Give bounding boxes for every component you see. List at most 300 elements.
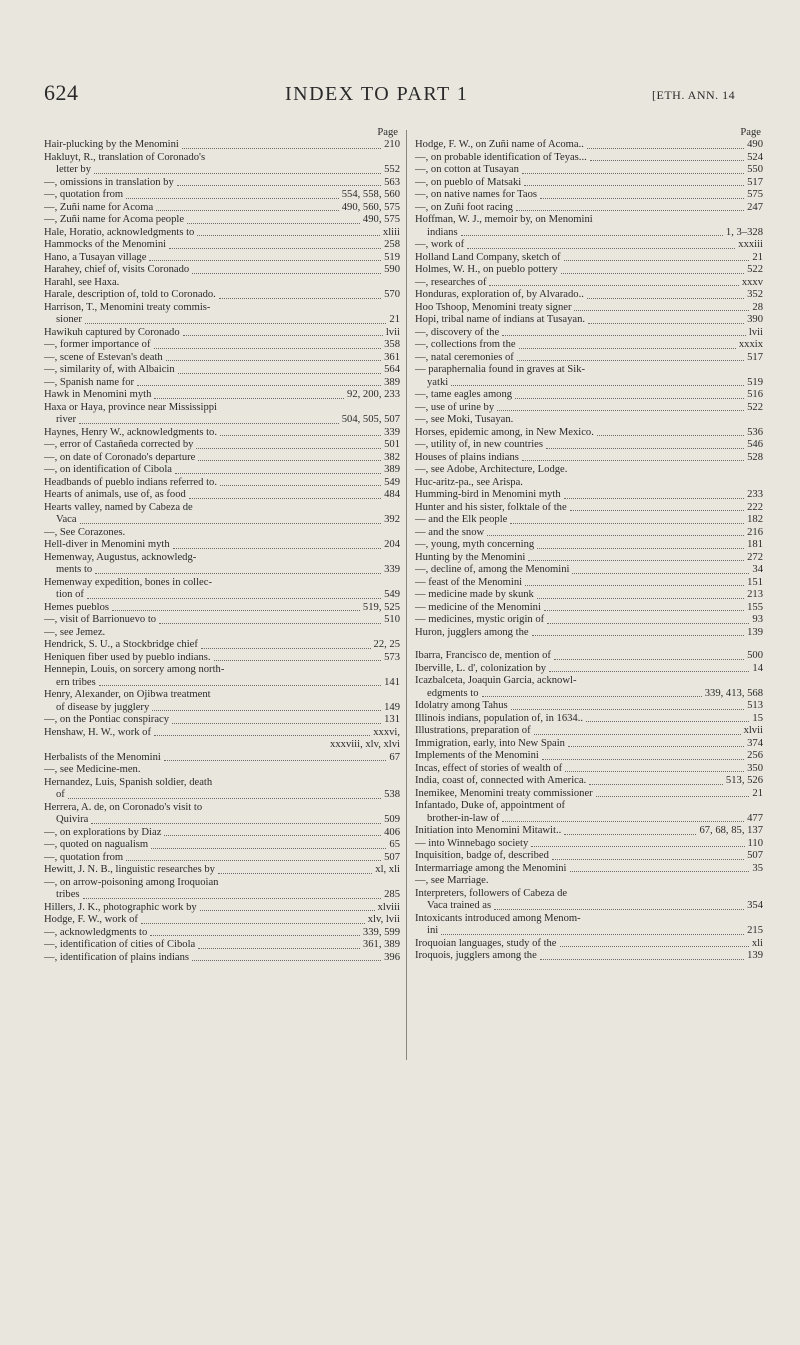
index-entry: [415, 888, 763, 913]
entry-row: [415, 938, 763, 951]
dot-leader: [91, 823, 381, 824]
index-entry: [44, 939, 400, 952]
entry-row: [44, 327, 400, 340]
index-entry: [44, 652, 400, 665]
page-reference: 216: [747, 526, 763, 538]
dot-leader: [482, 696, 702, 697]
entry-row: [415, 763, 763, 776]
page-reference: 392: [384, 514, 400, 525]
index-entry: [415, 627, 763, 640]
entry-row: [415, 838, 763, 851]
index-entry: [44, 689, 400, 714]
entry-text: Hair-plucking by the Menomini: [44, 139, 179, 150]
entry-text: Hammocks of the Menomini: [44, 239, 167, 250]
dot-leader: [197, 235, 380, 236]
entry-row: [415, 477, 763, 490]
entry-text-line: — paraphernalia found in graves at Sik-: [415, 364, 586, 375]
dot-leader: [154, 735, 370, 736]
dot-leader: [95, 573, 381, 574]
entry-text: —, researches of: [415, 276, 487, 288]
index-entry: [415, 863, 763, 876]
dot-leader: [156, 210, 339, 211]
entry-text: brother-in-law of: [427, 812, 500, 824]
index-entry: [44, 877, 400, 902]
page-reference: 490, 575: [362, 214, 400, 225]
dot-leader: [565, 771, 744, 772]
entry-text: — feast of the Menomini: [415, 576, 523, 588]
page-reference: 519, 525: [362, 601, 400, 613]
entry-row: [415, 464, 763, 477]
running-head: INDEX TO PART 1: [285, 83, 469, 105]
entry-text: —, on the Pontiac conspiracy: [44, 714, 170, 725]
entry-text: Hewitt, J. N. B., linguistic researches by: [44, 864, 215, 875]
dot-leader: [570, 871, 750, 872]
entry-text: — and the Elk people: [415, 514, 508, 525]
entry-row: [415, 564, 763, 577]
entry-text: Hunting by the Menomini: [415, 551, 526, 563]
page-reference: 149: [384, 701, 400, 713]
index-entry: [415, 750, 763, 763]
dot-leader: [150, 935, 360, 936]
dot-leader: [544, 610, 744, 611]
entry-text: Hoo Tshoop, Menomini treaty signer: [415, 301, 572, 313]
entry-row: [44, 389, 400, 402]
page-reference: 549: [384, 589, 400, 600]
page-reference: 546: [747, 439, 763, 450]
dot-leader: [494, 909, 744, 910]
entry-row: [415, 177, 763, 190]
page-reference: 285: [384, 889, 400, 900]
entry-text: —, See Corazones.: [44, 526, 126, 538]
page-reference: 213: [747, 589, 763, 600]
entry-text-line: Harrison, T., Menomini treaty commis-: [44, 301, 211, 313]
entry-text: —, similarity of, with Albaicin: [44, 364, 175, 375]
page-reference: 35: [752, 862, 763, 874]
dot-leader: [587, 298, 744, 299]
entry-text: Idolatry among Tahus: [415, 700, 508, 711]
page-reference: 590: [384, 264, 400, 275]
dot-leader: [519, 348, 736, 349]
page-reference: 339, 599: [362, 926, 400, 938]
entry-text: —, see Adobe, Architecture, Lodge.: [415, 464, 568, 475]
dot-leader: [564, 834, 696, 835]
index-entry: [415, 189, 763, 202]
dot-leader: [467, 248, 735, 249]
entry-text: —, natal ceremonies of: [415, 351, 514, 363]
page-reference: 538: [384, 789, 400, 800]
entry-row: [44, 189, 400, 202]
index-entry: [44, 839, 400, 852]
page-reference: 536: [747, 426, 763, 438]
entry-text: —, acknowledgments to: [44, 926, 148, 938]
page-reference: 564: [384, 364, 400, 375]
page-reference: xxxv: [741, 276, 763, 288]
index-entry: [44, 389, 400, 402]
entry-row: [415, 189, 763, 202]
index-entry: [44, 339, 400, 352]
page-reference: 22, 25: [373, 639, 400, 650]
entry-row: [44, 789, 400, 802]
entry-text: yatki: [427, 376, 449, 388]
entry-text: —, Zuñi name for Acoma: [44, 201, 154, 213]
entry-row: [44, 527, 400, 540]
entry-text: —, on identification of Cibola: [44, 464, 172, 475]
dot-leader: [540, 959, 744, 960]
entry-row: [44, 452, 400, 465]
entry-text-line: Hemenway expedition, bones in collec-: [44, 576, 212, 588]
entry-text: —, use of urine by: [415, 401, 495, 413]
dot-leader: [196, 448, 381, 449]
entry-row: [415, 314, 763, 327]
entry-row: [415, 377, 763, 390]
entry-text: Hale, Horatio, acknowledgments to: [44, 226, 195, 238]
index-entry: [44, 777, 400, 802]
index-entry: [44, 377, 400, 390]
dot-leader: [154, 398, 344, 399]
page-reference: xlv, lvii: [367, 914, 400, 925]
index-entry: [415, 675, 763, 700]
column-divider: [406, 130, 407, 1060]
entry-row: [415, 950, 763, 963]
entry-row: [44, 364, 400, 377]
page-reference: 501: [384, 439, 400, 450]
page-reference: 67: [389, 751, 400, 763]
index-entry: [44, 852, 400, 865]
entry-row: [415, 650, 763, 663]
entry-text: —, on native names for Taos: [415, 189, 538, 200]
entry-text: indians: [427, 226, 458, 238]
page-reference: 552: [384, 164, 400, 175]
dot-leader: [220, 435, 381, 436]
entry-row: [415, 489, 763, 502]
page-reference: 504, 505, 507: [341, 414, 400, 425]
entry-row: [44, 514, 400, 527]
page-reference: 519: [747, 376, 763, 388]
dot-leader: [94, 173, 381, 174]
entry-text: Houses of plains indians: [415, 451, 519, 463]
dot-leader: [549, 671, 749, 672]
entry-text: —, quoted on nagualism: [44, 839, 149, 850]
entry-text: —, on cotton at Tusayan: [415, 164, 519, 175]
entry-row: [415, 602, 763, 615]
entry-row: [415, 452, 763, 465]
entry-row: [415, 825, 763, 838]
page-reference: xlvii: [743, 725, 763, 736]
entry-row: [44, 202, 400, 215]
entry-row: [44, 377, 400, 390]
entry-text: —, on pueblo of Matsaki: [415, 176, 522, 188]
dot-leader: [522, 173, 744, 174]
entry-row: [44, 714, 400, 727]
page-reference: 374: [747, 737, 763, 749]
entry-row: [415, 725, 763, 738]
entry-text: Holmes, W. H., on pueblo pottery: [415, 264, 558, 275]
entry-row: [415, 402, 763, 415]
entry-text: —, on explorations by Diaz: [44, 826, 162, 838]
entry-row: [44, 889, 400, 902]
index-entry: [44, 614, 400, 627]
page-reference: 339: [384, 564, 400, 575]
entry-row: [415, 750, 763, 763]
dot-leader: [522, 460, 744, 461]
entry-text: Hunter and his sister, folktale of the: [415, 501, 567, 513]
page-reference: 563: [384, 176, 400, 188]
page-reference: 575: [747, 189, 763, 200]
index-entry: [415, 775, 763, 788]
entry-text: Herbalists of the Menomini: [44, 751, 161, 763]
page-reference: 139: [747, 626, 763, 638]
dot-leader: [80, 523, 382, 524]
page-reference: lvii: [385, 326, 400, 338]
entry-row: [415, 614, 763, 627]
index-entry: [44, 464, 400, 477]
dot-leader: [198, 460, 381, 461]
dot-leader: [164, 760, 387, 761]
page-reference: 507: [747, 850, 763, 861]
entry-row: [415, 925, 763, 938]
index-entry: [415, 663, 763, 676]
index-entry: [415, 700, 763, 713]
entry-row: [44, 939, 400, 952]
entry-text: Hell-diver in Menomini myth: [44, 539, 170, 550]
index-entry: [415, 577, 763, 590]
dot-leader: [441, 934, 744, 935]
page-reference: 272: [747, 551, 763, 563]
index-entry: [415, 763, 763, 776]
index-entry: [415, 800, 763, 825]
entry-text: Huc-aritz-pa., see Arispa.: [415, 476, 523, 488]
dot-leader: [152, 710, 381, 711]
page-reference: 516: [747, 389, 763, 400]
entry-row: [44, 439, 400, 452]
dot-leader: [79, 423, 339, 424]
page-reference: 361, 389: [362, 939, 400, 950]
dot-leader: [487, 535, 744, 536]
page-reference: 361: [384, 351, 400, 363]
index-entry: [44, 189, 400, 202]
page-reference: 510: [384, 614, 400, 625]
entry-row: [44, 314, 400, 327]
entry-row: [415, 339, 763, 352]
index-entry: [44, 427, 400, 440]
page-reference: xl, xli: [375, 864, 400, 875]
dot-leader: [547, 623, 749, 624]
index-entry: [415, 202, 763, 215]
entry-row: [44, 852, 400, 865]
entry-row: [415, 439, 763, 452]
page-reference: 513, 526: [725, 775, 763, 786]
page-reference: 67, 68, 85, 137: [699, 825, 763, 836]
index-entry: [44, 864, 400, 877]
page-reference: 110: [747, 837, 763, 849]
entry-text-line: Interpreters, followers of Cabeza de: [415, 887, 568, 899]
section-gap: [415, 639, 763, 650]
entry-text: —, quotation from: [44, 851, 124, 863]
dot-leader: [214, 660, 382, 661]
index-entry: [415, 177, 763, 190]
entry-text: Quivira: [56, 814, 89, 825]
page-reference: 65: [389, 839, 400, 850]
page-reference: 21: [752, 251, 763, 263]
dot-leader: [515, 398, 744, 399]
entry-row: [44, 614, 400, 627]
entry-row: [44, 339, 400, 352]
dot-leader: [537, 548, 744, 549]
dot-leader: [572, 573, 749, 574]
dot-leader: [586, 721, 749, 722]
page-reference: 21: [389, 314, 400, 325]
dot-leader: [587, 148, 744, 149]
page-reference: 522: [747, 401, 763, 413]
entry-row: [44, 902, 400, 915]
index-entry: [415, 938, 763, 951]
dot-leader: [218, 873, 372, 874]
entry-row: [415, 788, 763, 801]
page-reference: xli: [751, 937, 763, 949]
entry-text-line: Hemenway, Augustus, acknowledg-: [44, 551, 197, 563]
index-entry: [415, 402, 763, 415]
report-reference: [ETH. ANN. 14: [652, 88, 736, 102]
index-entry: [415, 414, 763, 427]
dot-leader: [537, 598, 744, 599]
entry-row: [415, 688, 763, 701]
index-entry: [44, 252, 400, 265]
entry-row: [44, 727, 400, 740]
page-reference: 528: [747, 451, 763, 463]
dot-leader: [219, 298, 381, 299]
page-reference: 204: [384, 539, 400, 550]
entry-text: Hodge, F. W., work of: [44, 914, 138, 925]
entry-text: Hemes pueblos: [44, 601, 110, 613]
dot-leader: [85, 323, 387, 324]
index-entry: [44, 527, 400, 540]
page-reference: 519: [384, 251, 400, 263]
page-reference: 396: [384, 951, 400, 963]
dot-leader: [166, 360, 381, 361]
index-entry: [44, 627, 400, 640]
index-entry: [415, 427, 763, 440]
entry-text: Iberville, L. d', colonization by: [415, 662, 547, 674]
entry-row: [44, 227, 400, 240]
entry-text: —, see Jemez.: [44, 626, 106, 638]
entry-text: —, Spanish name for: [44, 376, 135, 388]
page-reference: 210: [384, 139, 400, 150]
entry-list-left: [44, 139, 400, 964]
entry-text: Intermarriage among the Menomini: [415, 862, 567, 874]
page-reference: 34: [752, 564, 763, 575]
entry-row: [415, 527, 763, 540]
dot-leader: [517, 360, 744, 361]
index-entry: [415, 339, 763, 352]
entry-text: Honduras, exploration of, by Alvarado..: [415, 289, 584, 300]
index-entry: [44, 489, 400, 502]
dot-leader: [159, 623, 381, 624]
page-reference-continued: xxxviii, xlv, xlvi: [330, 739, 400, 750]
entry-text: — into Winnebago society: [415, 837, 529, 849]
entry-text: —, Zuñi name for Acoma people: [44, 214, 185, 225]
entry-row: [44, 289, 400, 302]
entry-row: [44, 839, 400, 852]
index-entry: [44, 502, 400, 527]
page-reference: 524: [747, 151, 763, 163]
entry-text: Holland Land Company, sketch of: [415, 251, 561, 263]
dot-leader: [83, 898, 382, 899]
dot-leader: [510, 523, 744, 524]
entry-text: of: [56, 789, 65, 800]
index-entry: [415, 602, 763, 615]
page-reference: 484: [384, 489, 400, 500]
dot-leader: [154, 348, 382, 349]
entry-row: [415, 775, 763, 788]
index-column-left: [44, 126, 400, 964]
entry-text: Vaca: [56, 514, 77, 525]
entry-row: [415, 514, 763, 527]
index-entry: [415, 514, 763, 527]
entry-row: [415, 577, 763, 590]
index-entry: [44, 239, 400, 252]
dot-leader: [126, 860, 381, 861]
dot-leader: [183, 335, 383, 336]
index-entry: [415, 875, 763, 888]
index-entry: [44, 727, 400, 752]
entry-row: [415, 227, 763, 240]
dot-leader: [531, 846, 744, 847]
index-entry: [415, 650, 763, 663]
entry-text: Illinois indians, population of, in 1634..: [415, 712, 584, 724]
entry-row: [415, 327, 763, 340]
page-reference: xliii: [382, 226, 400, 238]
entry-text-line: Infantado, Duke of, appointment of: [415, 800, 566, 811]
page-reference: 155: [747, 601, 763, 613]
index-entry: [44, 364, 400, 377]
page-reference: 500: [747, 650, 763, 661]
page-reference: 549: [384, 476, 400, 488]
index-entry: [44, 714, 400, 727]
entry-row: [415, 813, 763, 826]
entry-row: [415, 239, 763, 252]
page-reference: 513: [747, 700, 763, 711]
dot-leader: [169, 248, 381, 249]
dot-leader: [192, 273, 381, 274]
entry-text: ments to: [56, 564, 93, 575]
dot-leader: [534, 734, 741, 735]
entry-text: —, former importance of: [44, 339, 151, 350]
entry-list-right: [415, 139, 763, 963]
index-entry: [415, 289, 763, 302]
entry-text-line: Hernandez, Luis, Spanish soldier, death: [44, 776, 213, 788]
entry-row: [44, 814, 400, 827]
index-entry: [44, 927, 400, 940]
index-entry: [415, 302, 763, 315]
entry-row: [415, 389, 763, 402]
entry-text: — and the snow: [415, 526, 485, 538]
entry-text: —, see Moki, Tusayan.: [415, 414, 514, 425]
entry-text: edgments to: [427, 687, 479, 699]
entry-row: [415, 164, 763, 177]
entry-row: [415, 713, 763, 726]
entry-text: Headbands of pueblo indians referred to.: [44, 476, 217, 488]
entry-row: [44, 764, 400, 777]
index-entry: [415, 564, 763, 577]
index-entry: [44, 327, 400, 340]
page-reference: 151: [747, 576, 763, 588]
entry-text: —, on probable identification of Teyas...: [415, 151, 587, 163]
index-entry: [415, 589, 763, 602]
entry-row: [44, 264, 400, 277]
entry-text: — medicine made by skunk: [415, 589, 534, 600]
index-entry: [415, 850, 763, 863]
index-entry: [44, 227, 400, 240]
